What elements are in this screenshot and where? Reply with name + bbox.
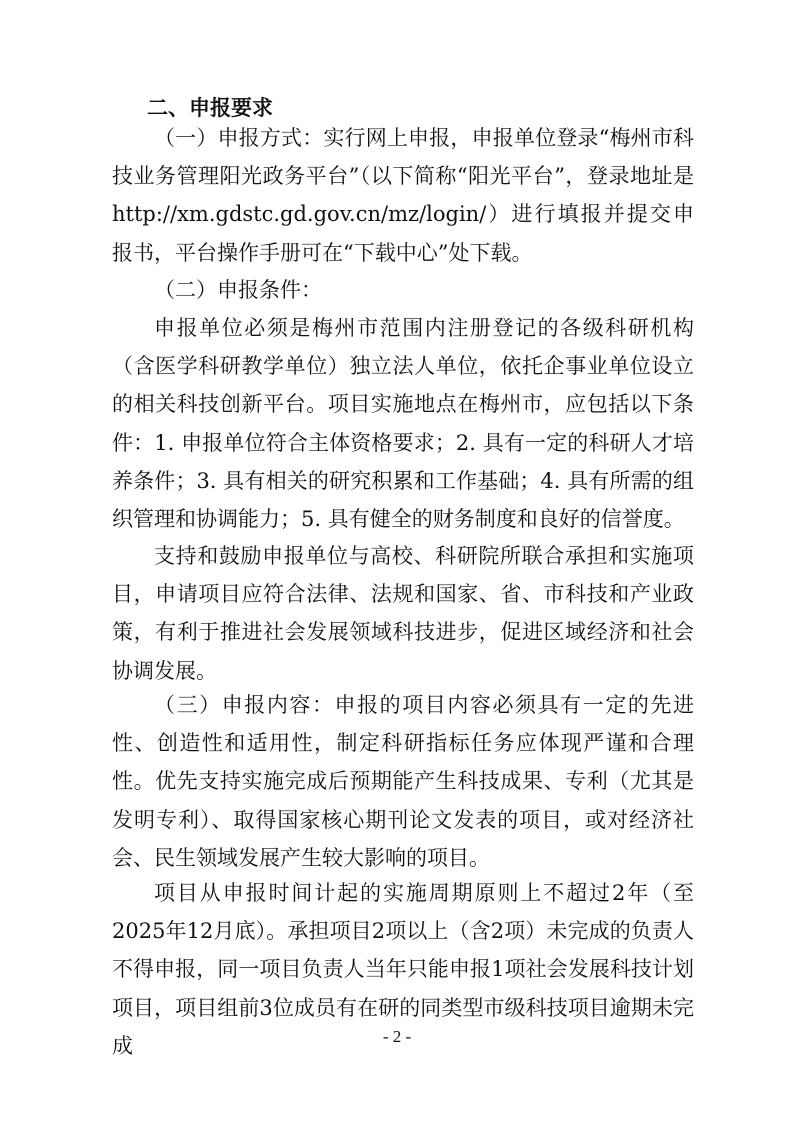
body-block-2 xyxy=(112,271,694,309)
page-number: - 2 - xyxy=(382,1027,412,1046)
body-block-4 xyxy=(112,537,694,690)
paragraph-period: 项目从申报时间计起的实施周期原则上不超过2年（至2025年12月底）。承担项目2项以上（含2项）未完成的负责人不得申报，同一项目负责人当年只能申报1项社会发展科技计划项目，项目组前3位成员有在研的同类型市级科技项目逾期未完成 xyxy=(112,881,694,1058)
paragraph-support: 支持和鼓励申报单位与高校、科研院所联合承担和实施项目，申请项目应符合法律、法规和国家、省、市科技和产业政策，有利于推进社会发展领域科技进步，促进区域经济和社会协调发展。 xyxy=(112,544,694,683)
paragraph-content xyxy=(112,686,694,877)
body-block-1 xyxy=(112,119,694,272)
body-block-5 xyxy=(112,686,694,877)
paragraph-conditions-body: 申报单位必须是梅州市范围内注册登记的各级科研机构（含医学科研教学单位）独立法人单位，依托企事业单位设立的相关科技创新平台。项目实施地点在梅州市，应包括以下条件：1. 申报单位符合主体资格要求；2. 具有一定的科研人才培养条件；3. 具有相关的研究积累和工作基础；4. 具有所需的组织管理和协调能力；5. 具有健全的财务制度和良好的信誉度。 xyxy=(112,316,694,532)
paragraph-conditions-heading xyxy=(112,271,694,309)
body-block-3 xyxy=(112,309,694,538)
paragraph-submission-method xyxy=(112,119,694,272)
section-heading: 二、申报要求 xyxy=(147,96,273,120)
paragraph-text: 申报的项目内容必须具有一定的先进性、创造性和适用性，制定科研指标任务应体现严谨和合理性。优先支持实施完成后预期能产生科技成果、专利（尤其是发明专利）、取得国家核心期刊论文发表的项目，或对经济社会、民生领域发展产生较大影响的项目。 xyxy=(112,693,695,870)
paragraph-label: （一）申报方式： xyxy=(154,126,324,150)
paragraph-label: （三）申报内容： xyxy=(154,693,335,717)
paragraph-label: （二）申报条件： xyxy=(154,278,322,302)
paragraph-text: 实行网上申报，申报单位登录“梅州市科技业务管理阳光政务平台”（以下简称“阳光平台”，登录地址是http://xm.gdstc.gd.gov.cn/mz/login/）进行填报并提交申报书，平台操作手册可在“下载中心”处下载。 xyxy=(112,126,695,265)
